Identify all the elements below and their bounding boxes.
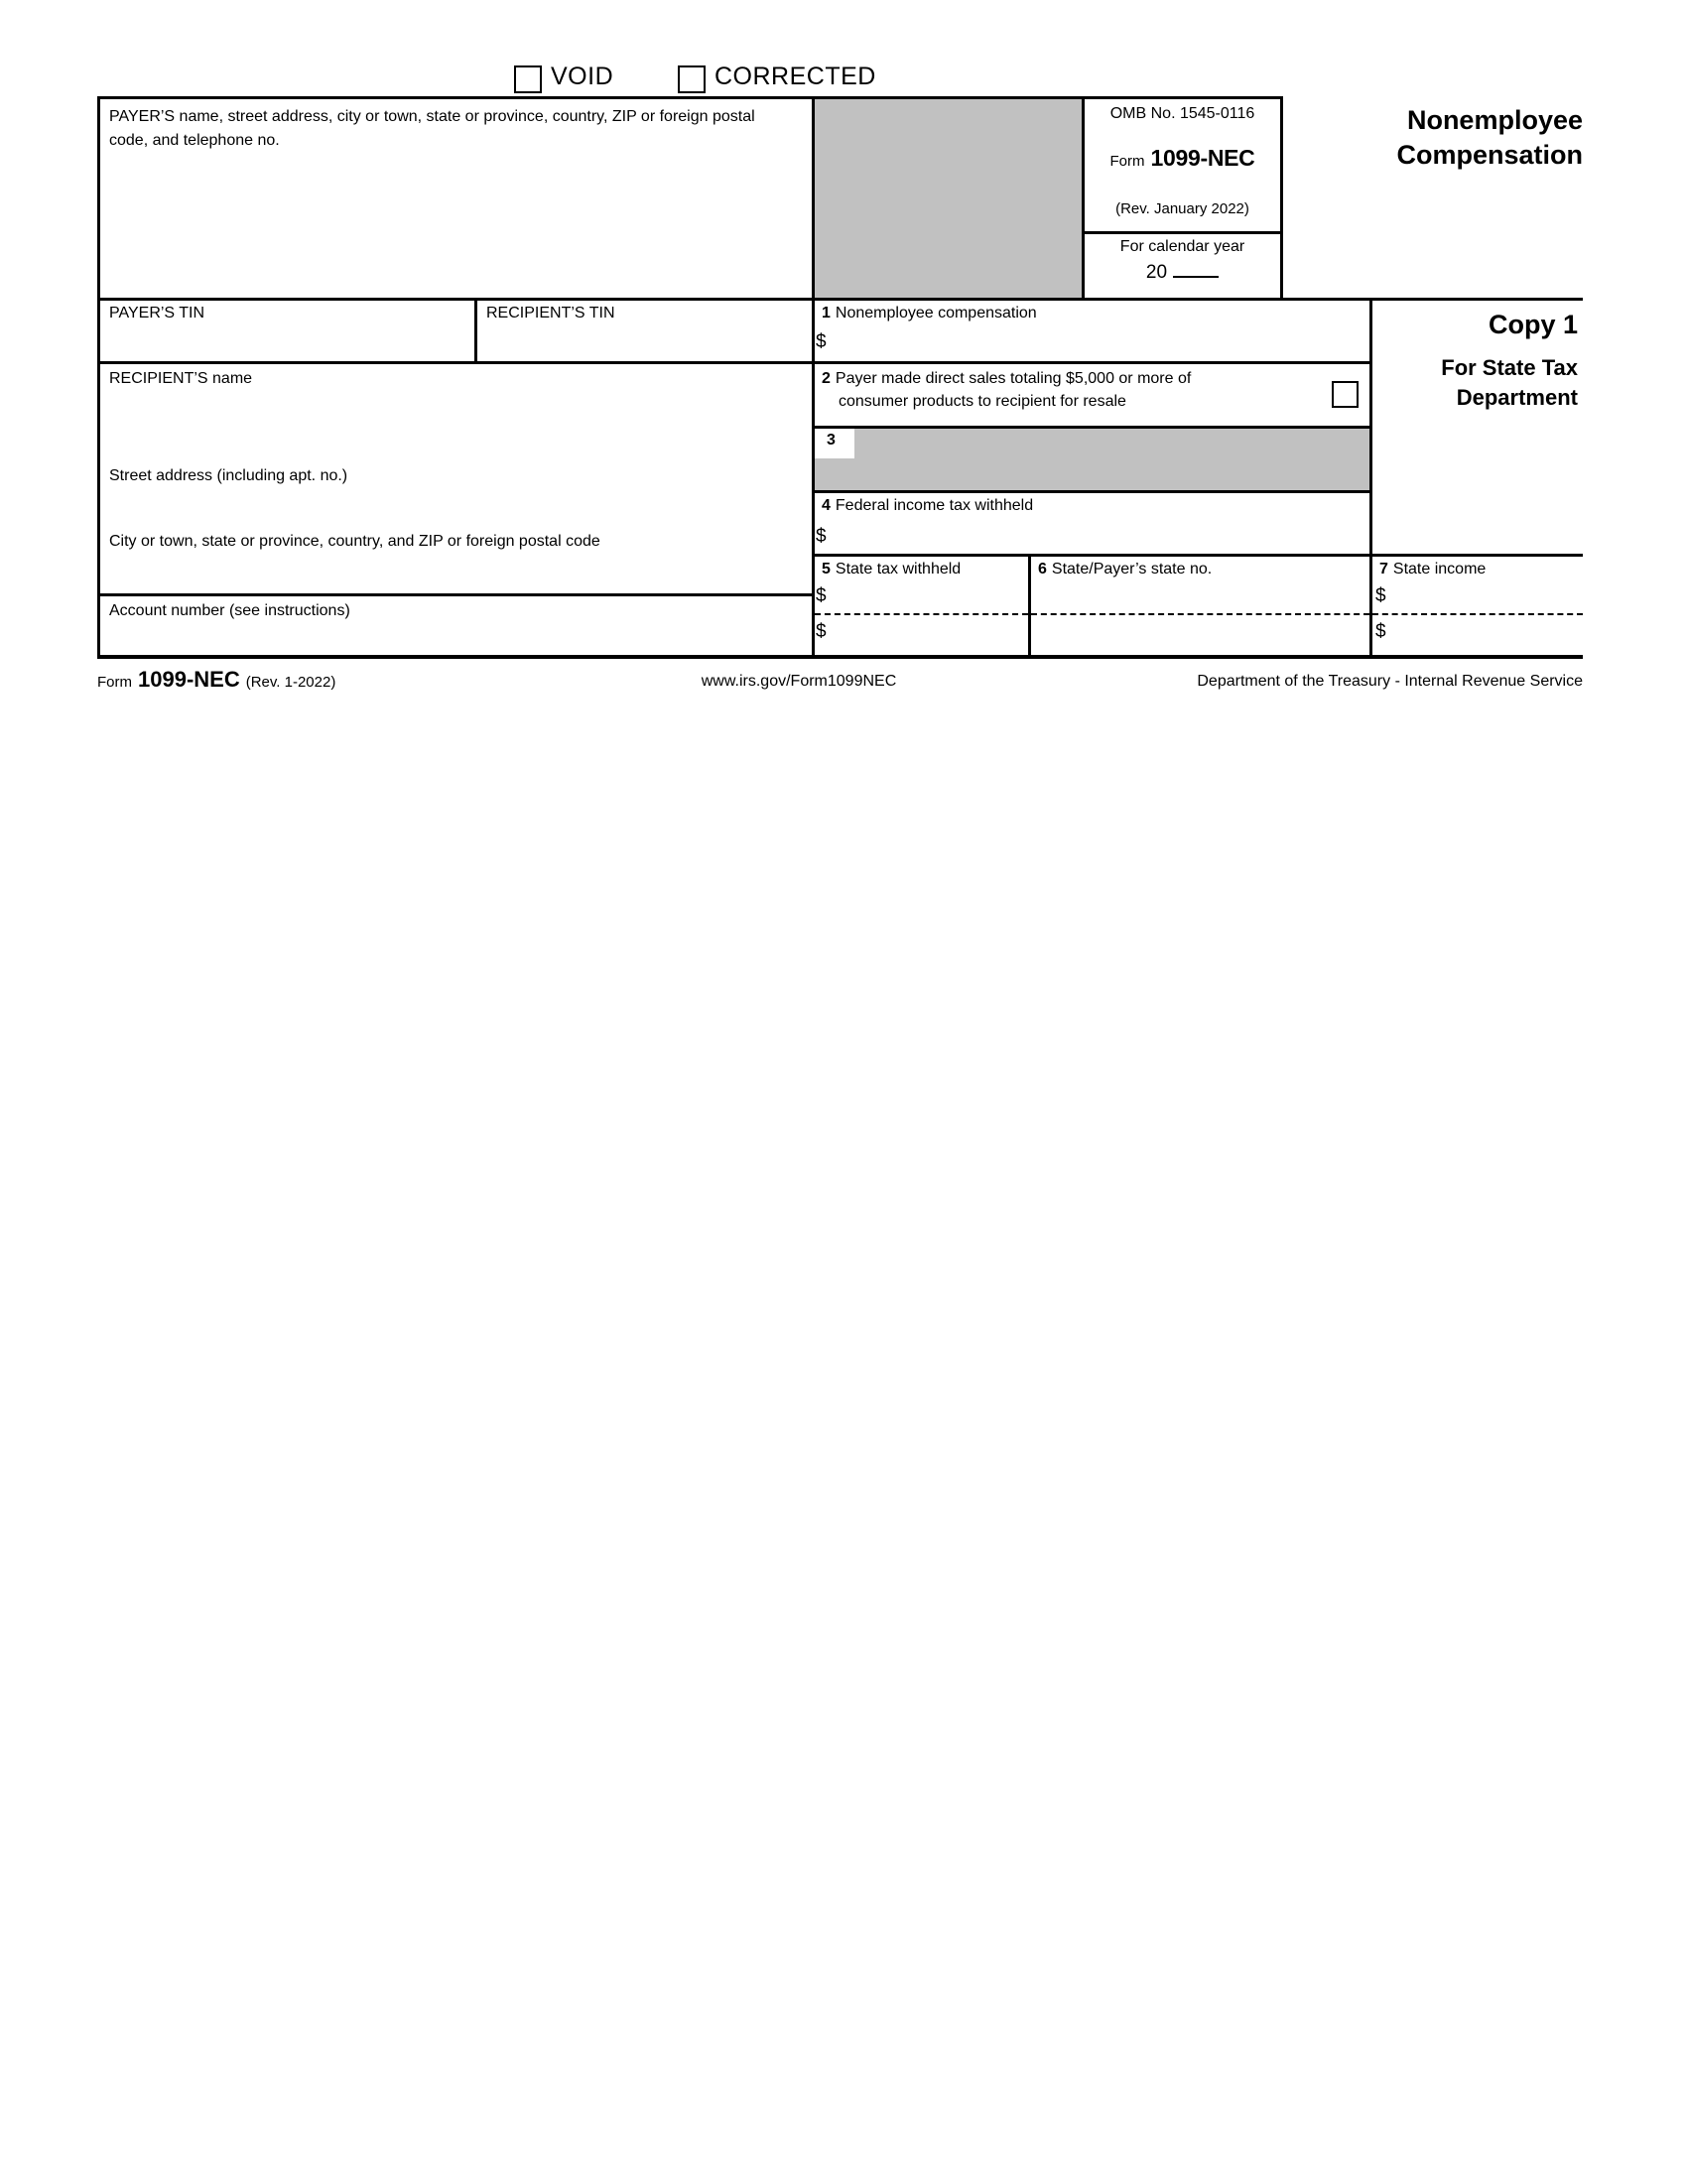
payer-info-field[interactable] — [100, 159, 810, 296]
box3-number-notch — [815, 429, 854, 458]
box7-dollar-sign-2: $ — [1375, 621, 1386, 642]
footer-revision: (Rev. 1-2022) — [245, 674, 336, 691]
omb-internal-divider — [1082, 231, 1280, 234]
box6-state-field-1[interactable] — [1034, 583, 1365, 611]
column-divider-main — [812, 96, 815, 659]
omb-form-number: 1099-NEC — [1150, 145, 1255, 171]
calendar-year-line — [1085, 261, 1280, 284]
recipient-name-label: RECIPIENT’S name — [109, 370, 253, 387]
box4-dollar-sign: $ — [816, 526, 827, 547]
box5-dashed-divider — [815, 613, 1028, 615]
row-divider-tin-top — [97, 298, 1583, 301]
box5-label: 5 State tax withheld — [822, 561, 962, 578]
footer-form-word: Form — [97, 674, 132, 691]
recipient-name-field[interactable] — [100, 393, 810, 458]
omb-number: OMB No. 1545-0116 — [1109, 105, 1255, 122]
box2-label-line1: 2 Payer made direct sales totaling $5,000 or more of — [822, 370, 1192, 387]
row-divider-account-top — [97, 593, 812, 596]
recipient-tin-field[interactable] — [477, 327, 809, 358]
void-label: VOID — [551, 63, 614, 90]
payer-info-label: PAYER’S name, street address, city or town, state or province, country, ZIP or foreign postal code, and telephone no. — [109, 108, 755, 149]
box4-amount-field[interactable] — [834, 524, 1360, 552]
box5-dollar-sign-2: $ — [816, 621, 827, 642]
box1-dollar-sign: $ — [816, 331, 827, 352]
copy-for-line2: Department — [1456, 385, 1578, 410]
box7-dollar-sign-1: $ — [1375, 585, 1386, 606]
box6-label: 6 State/Payer’s state no. — [1038, 561, 1213, 578]
column-divider-right — [1369, 298, 1372, 659]
street-address-label: Street address (including apt. no.) — [109, 467, 348, 484]
shaded-area-top — [815, 99, 1082, 298]
omb-revision: (Rev. January 2022) — [1115, 200, 1249, 217]
box1-number: 1 — [822, 305, 831, 321]
box7-label: 7 State income — [1379, 561, 1487, 578]
box3-number: 3 — [827, 432, 836, 449]
box5-dollar-sign-1: $ — [816, 585, 827, 606]
box4-label: 4 Federal income tax withheld — [822, 497, 1034, 514]
box5-amount-field-2[interactable] — [834, 619, 1022, 647]
box7-number: 7 — [1379, 561, 1388, 578]
void-checkbox[interactable] — [514, 65, 542, 93]
omb-form-word: Form — [1109, 153, 1145, 170]
form-bottom-border — [97, 655, 1583, 659]
box7-amount-field-2[interactable] — [1393, 619, 1582, 647]
direct-sales-checkbox[interactable] — [1332, 381, 1359, 408]
row-divider-box4-bottom — [812, 554, 1583, 557]
box5-amount-field-1[interactable] — [834, 583, 1022, 611]
account-number-label: Account number (see instructions) — [109, 602, 350, 619]
box7-amount-field-1[interactable] — [1393, 583, 1582, 611]
city-label: City or town, state or province, country, and ZIP or foreign postal code — [109, 533, 600, 550]
box6-dashed-divider — [1031, 613, 1369, 615]
corrected-checkbox[interactable] — [678, 65, 706, 93]
box6-state-field-2[interactable] — [1034, 619, 1365, 647]
box2-label-line2: consumer products to recipient for resale — [839, 393, 1126, 410]
copy-label: Copy 1 — [1488, 310, 1578, 339]
row-divider-box3-bottom — [812, 490, 1369, 493]
box7-dashed-divider — [1372, 613, 1583, 615]
calendar-year-label: For calendar year — [1119, 238, 1245, 255]
box6-number: 6 — [1038, 561, 1047, 578]
box5-box6-divider — [1028, 554, 1031, 659]
account-number-field[interactable] — [100, 625, 810, 653]
box2-number: 2 — [822, 370, 831, 387]
copy-recipient-label — [1369, 353, 1578, 413]
payer-tin-label: PAYER’S TIN — [109, 305, 205, 321]
box4-number: 4 — [822, 497, 831, 514]
calendar-year-field[interactable] — [1173, 261, 1219, 278]
box5-number: 5 — [822, 561, 831, 578]
street-address-field[interactable] — [100, 490, 810, 528]
box3-shaded-area — [815, 426, 1369, 490]
footer-form-id — [97, 667, 335, 693]
row-divider-box2-bottom — [812, 426, 1369, 429]
form-title — [1255, 103, 1583, 173]
recipient-tin-label: RECIPIENT’S TIN — [486, 305, 615, 321]
footer-irs-url[interactable]: www.irs.gov/Form1099NEC — [701, 673, 897, 690]
row-divider-tin-bottom — [97, 361, 1369, 364]
payer-tin-field[interactable] — [100, 327, 471, 358]
copy-for-line1: For State Tax — [1441, 355, 1578, 380]
form-title-line2: Compensation — [1396, 140, 1583, 170]
footer-department: Department of the Treasury - Internal Revenue Service — [1197, 673, 1583, 690]
form-title-line1: Nonemployee — [1406, 105, 1583, 135]
city-field[interactable] — [100, 556, 810, 591]
box1-amount-field[interactable] — [834, 329, 1360, 357]
footer-form-number: 1099-NEC — [138, 667, 240, 692]
box1-label: 1 Nonemployee compensation — [822, 305, 1037, 321]
form-top-border — [97, 96, 1280, 99]
calendar-year-prefix: 20 — [1145, 262, 1168, 283]
corrected-label: CORRECTED — [714, 63, 876, 90]
